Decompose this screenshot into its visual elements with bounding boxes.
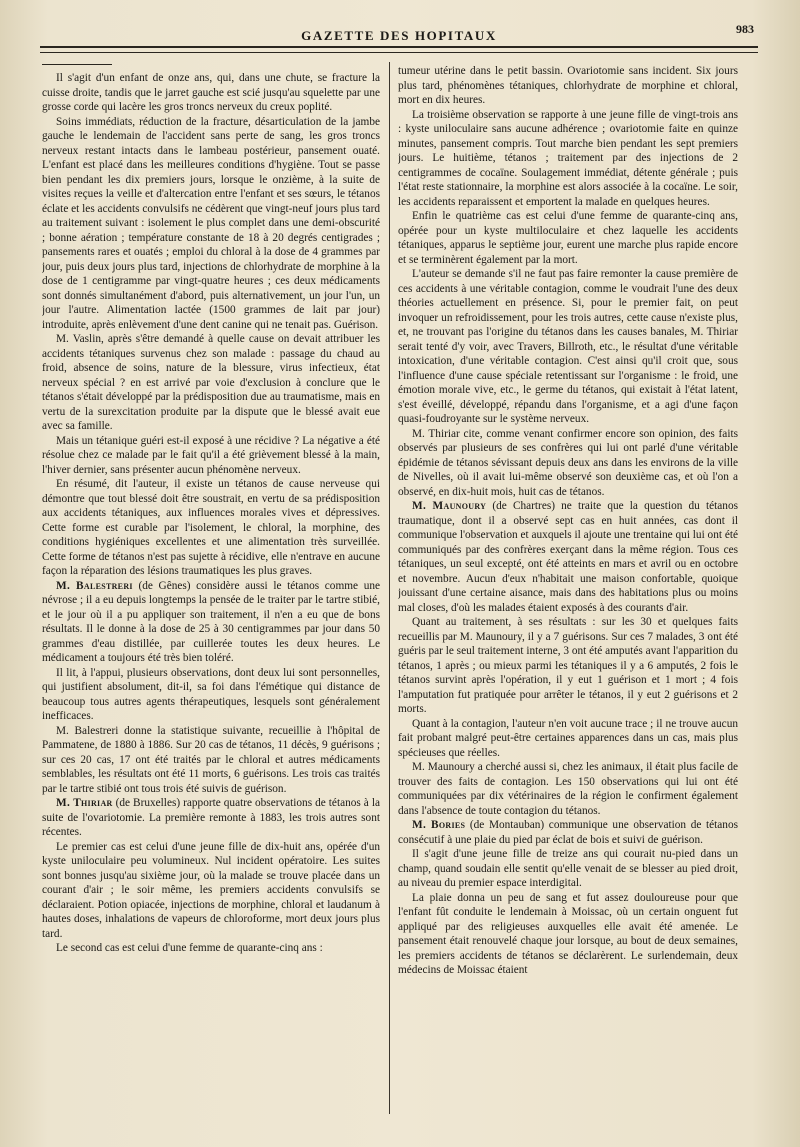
paragraph: [398, 891, 738, 978]
paragraph-text: Il s'agit d'une jeune fille de treize ans qui courait nu-pied dans un champ, quand soudain elle sentit qu'elle venait de se blesser au pied droit, au niveau du premier espace interdigital.: [398, 848, 738, 889]
paragraph-text: Le second cas est celui d'une femme de quarante-cinq ans :: [56, 942, 323, 954]
paragraph-text: L'auteur se demande s'il ne faut pas faire remonter la cause première de ces accidents à une véritable contagion, comme le voudrait l'une des deux théories actuellement en présence. Si, pour le premier fait, on peut invoquer un refroidissement, pour les trois autres, cette cause n'existe plus, et, ne trouvant pas l'origine du tétanos dans les causes banales, M. Thiriar serait tenté d'y voir, avec Travers, Billroth, etc., le résultat d'une véritable intoxication, d'une véritable contagion. C'est ainsi qu'il croit que, sous l'influence d'une cause spéciale retentissant sur l'organisme : le froid, une émotion morale vive, etc., le germe du tétanos, qui existait à l'état latent, s'est éveillé, développé, répandu dans l'organisme, et a agi d'une façon quasi-foudroyante sur le système nerveux.: [398, 268, 738, 425]
paragraph: [42, 724, 380, 797]
paragraph-text: Il s'agit d'un enfant de onze ans, qui, dans une chute, se fracture la cuisse droite, tandis que le jarret gauche est scié jusqu'au squelette par une grosse corde qui lacère les gros troncs nerveux du creux poplité.: [42, 72, 380, 113]
paragraph: [398, 615, 738, 717]
paragraph: [398, 64, 738, 108]
paragraph-text: (de Gênes) considère aussi le tétanos comme une névrose ; il a eu depuis longtemps la pensée de le traiter par le tartre stibié, et le jour où il a pu appliquer son traitement, il n'en a eu que de bons résultats. Il le donne à la dose de 25 à 30 centigrammes par jour dans 50 grammes d'eau distillée, par cuillerée toutes les deux heures. Le médicament a toujours été très bien toléré.: [42, 579, 380, 664]
paragraph: [42, 434, 380, 478]
journal-title: GAZETTE DES HOPITAUX: [301, 28, 497, 43]
paragraph-text: Mais un tétanique guéri est-il exposé à une récidive ? La négative a été résolue chez ce malade par le fait qu'il a été grièvement blessé à la main, l'hiver dernier, sans présenter aucun phénomène nerveux.: [42, 434, 380, 476]
left-column: [42, 64, 380, 1114]
paragraph: [42, 332, 380, 434]
paragraph-text: Il lit, à l'appui, plusieurs observations, dont deux lui sont personnelles, qui justifient absolument, dit-il, sa foi dans l'émétique qui distance de beaucoup tous autres agents thérapeutiques, lesquels sont généralement inefficaces.: [42, 666, 380, 722]
paragraph-text: La troisième observation se rapporte à une jeune fille de vingt-trois ans : kyste uniloculaire sans aucune adhérence ; ovariotomie faite en quinze minutes, pansement compris. Tout marche bien pendant les sept premiers jours. Le huitième, tétanos ; traitement par des injections de 2 centigrammes de cocaïne. Soulagement immédiat, détente générale ; puis l'état reste stationnaire, la morphine est alors associée à la cocaïne. Le soir, les accidents reparaissent et emportent la malade en quelques heures.: [398, 108, 738, 208]
paragraph-text: (de Bruxelles) rapporte quatre observations de tétanos à la suite de l'ovariotomie. La première remonte à 1883, les trois autres sont récentes.: [42, 797, 380, 838]
author-name: M. Bories: [412, 819, 466, 831]
section-rule: [42, 64, 112, 65]
paragraph: [398, 717, 738, 761]
author-name: M. Maunoury: [412, 500, 487, 512]
paragraph-text: M. Vaslin, après s'être demandé à quelle cause on devait attribuer les accidents tétaniques survenus chez son malade : passage du chaud au froid, absence de soins, nature de la blessure, virus infectieux, état nerveux spécial ? en est arrivé par voie d'exclusion à conclure que le tétanos s'était développé par la prédisposition due au traumatisme, mais en vertu de la surexcitation produite par la dispute que le blessé avait eue avec sa famille.: [42, 333, 380, 432]
paragraph-text: La plaie donna un peu de sang et fut assez douloureuse pour que l'enfant fût conduite le lendemain à Moissac, où un certain onguent fut appliqué par des religieuses auxquelles elle avait été amenée. Le pansement était renouvelé chaque jour lorsque, au bout de deux semaines, les premiers accidents de tétanos se déclarèrent. Le surlendemain, deux médecins de Moissac étaient: [398, 891, 738, 976]
paragraph: [42, 477, 380, 579]
paragraph-text: (de Montauban) communique une observation de tétanos consécutif à une plaie du pied par éclat de bois et suivi de guérison.: [398, 819, 738, 846]
paragraph: [398, 108, 738, 210]
paragraph-text: Quant à la contagion, l'auteur n'en voit aucune trace ; il ne trouve aucun fait probant malgré peut-être certaines apparences dans un cas, mais plus spécieuses que réelles.: [398, 717, 738, 759]
paragraph: [42, 115, 380, 333]
column-divider: [389, 62, 390, 1114]
paragraph-text: M. Balestreri donne la statistique suivante, recueillie à l'hôpital de Pammatene, de 1880 à 1886. Sur 20 cas de tétanos, 11 décès, 9 guérisons ; sur ces 20 cas, 17 ont été traités par le chloral et autres médicaments semblables, les résultats ont été 11 morts, 6 guérisons. Les trois cas traités par le tartre stibié ont tous trois été suivis de guérison.: [42, 724, 380, 795]
paragraph: [42, 666, 380, 724]
paragraph-text: Le premier cas est celui d'une jeune fille de dix-huit ans, opérée d'un kyste uniloculaire peu volumineux. Nul incident opératoire. Les suites sont bonnes jusqu'au sixième jour, où la malade se trouve placée dans un courant d'air ; le soir même, les premiers accidents convulsifs se déclaraient. Potion opiacée, injections de morphine, chloral et laudanum à hautes doses, inhalations de vapeurs de chloroforme, mort deux jours plus tard.: [42, 840, 380, 940]
paragraph-text: Soins immédiats, réduction de la fracture, désarticulation de la jambe gauche le lendemain de l'accident sans perte de sang, les gros troncs nerveux restant intacts dans le lambeau postérieur, pansement ouaté. L'enfant est placé dans les meilleures conditions d'hygiène. Tout se passe bien pendant les dix premiers jours, lorsque le onzième, à la suite de visites reçues la veille et d'altercation entre l'enfant et ses sœurs, le tétanos éclate et les accidents convulsifs ne cédèrent que vingt-neuf jours plus tard au traitement suivant : isolement le plus complet dans une demi-obscurité ; bonne aération ; température constante de 18 à 20 degrés centigrades ; pansements rares et ouatés ; emploi du chloral à la dose de 4 grammes par jour, puis deux jours plus tard, injections de chlorhydrate de morphine à la dose de 1 centigramme par vingt-quatre heures ; ces deux médicaments sont donnés simultanément d'abord, puis alternativement, un jour l'un, un jour l'autre. Alimentation lactée (1500 grammes de lait par jour) introduite, après enlèvement d'une dent canine qui ne tenait pas. Guérison.: [42, 115, 380, 331]
paragraph-text: En résumé, dit l'auteur, il existe un tétanos de cause nerveuse qui démontre que tout blessé doit être soustrait, en vertu de sa prédisposition aux accidents tétaniques, aux influences morales vives et dépressives. Cette forme est curable par l'isolement, le chloral, la morphine, des conditions hygiéniques excellentes et une alimentation très surveillée. Cette forme de tétanos n'est pas sujette à récidive, elle n'entrave en aucune façon la réparation des lésions traumatiques les plus graves.: [42, 478, 380, 577]
paragraph: [42, 941, 380, 956]
paragraph: [42, 71, 380, 115]
paragraph: [42, 579, 380, 666]
author-name: M. Balestreri: [56, 579, 133, 592]
paragraph: [398, 499, 738, 615]
paragraph-text: Quant au traitement, à ses résultats : sur les 30 et quelques faits recueillis par M. Maunoury, il y a 7 guérisons. Sur ces 7 malades, 3 ont été guéris par le seul traitement interne, 3 ont été amputés avant l'apparition du tétanos, 1 après ; ou mieux parmi les tétaniques il y a 6 amputés, 2 fois le tétanos survint après l'opération, il y eut 1 guérison et 1 mort ; 4 fois l'amputation fut pratiquée pour arrêter le tétanos, il y eut 2 guérisons et 2 morts.: [398, 616, 738, 715]
paragraph-text: Enfin le quatrième cas est celui d'une femme de quarante-cinq ans, opérée pour un kyste multiloculaire et chez laquelle les accidents tétaniques, apparus le septième jour, eurent une marche plus rapide encore et se terminèrent également par la mort.: [398, 210, 738, 266]
paragraph: [398, 427, 738, 500]
paragraph: [398, 847, 738, 891]
paragraph-text: tumeur utérine dans le petit bassin. Ovariotomie sans incident. Six jours plus tard, phénomènes tétaniques, chlorhydrate de morphine et chloral, mort en dix heures.: [398, 65, 738, 106]
paragraph: [398, 818, 738, 847]
paragraph: [42, 796, 380, 840]
paragraph: [398, 760, 738, 818]
page-number: 983: [736, 22, 754, 36]
paragraph-text: M. Maunoury a cherché aussi si, chez les animaux, il était plus facile de trouver des faits de contagion. Les 150 observations qui lui ont été communiquées par dix vétérinaires de la région le confirment également dans l'absence de toute contagion du tétanos.: [398, 761, 738, 817]
paragraph: [42, 840, 380, 942]
paragraph: [398, 267, 738, 427]
right-column: [398, 64, 738, 1114]
author-name: M. Thiriar: [56, 797, 113, 809]
paragraph-text: (de Chartres) ne traite que la question du tétanos traumatique, dont il a observé sept cas en huit années, cas dont il communique l'observation et auxquels il ajoute une trentaine qui lui ont été communiqués par des confrères exerçant dans la même région. Tous ces tétaniques, un seul excepté, ont été atteints en mars et avril ou en octobre et novembre. Aucun d'eux n'habitait une maison confortable, quoique jouissant d'une certaine aisance, mais dans des habitations plus ou moins mal closes, d'où les malades étaient exposés à des courants d'air.: [398, 500, 738, 614]
paragraph: [398, 209, 738, 267]
header-rule: [40, 46, 758, 53]
paragraph-text: M. Thiriar cite, comme venant confirmer encore son opinion, des faits observés par plusieurs de ses confrères qui lui ont parlé d'une véritable épidémie de tétanos sévissant depuis deux ans dans les environs de la ville de Nivelles, où il avait lui-même observé son deuxième cas, et où l'on a observé, en dix-huit mois, huit cas de tétanos.: [398, 427, 738, 498]
